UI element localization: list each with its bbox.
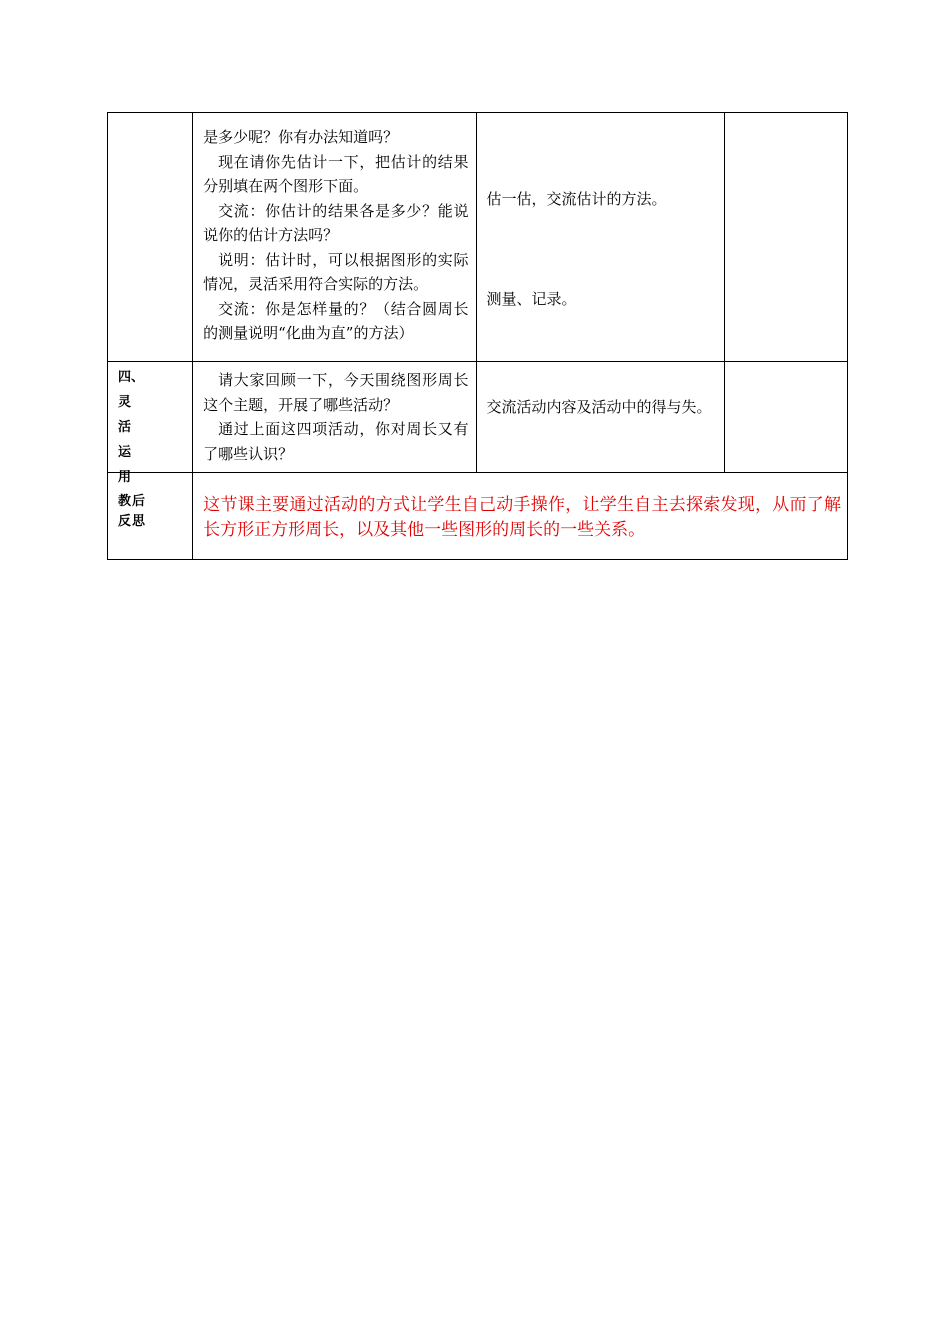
teacher-text: 说明：估计时，可以根据图形的实际情况，灵活采用符合实际的方法。 — [203, 250, 469, 293]
notes-cell-empty — [724, 113, 847, 362]
lesson-plan-table — [107, 112, 848, 560]
teacher-activity-cell — [193, 362, 477, 473]
teacher-text: 交流：你估计的结果各是多少？能说说你的估计方法吗？ — [203, 201, 469, 244]
student-text: 交流活动内容及活动中的得与失。 — [486, 398, 712, 416]
student-text: 估一估，交流估计的方法。 — [486, 190, 667, 208]
table-row — [108, 473, 848, 560]
reflection-text-cell — [193, 473, 848, 560]
reflection-label-line: 教后 — [118, 494, 147, 509]
teacher-text: 交流：你是怎样量的？（结合圆周长的测量说明“化曲为直”的方法） — [203, 299, 469, 342]
stage-label-char: 用 — [118, 470, 132, 485]
student-activity-cell — [477, 113, 724, 362]
stage-label-char: 四、 — [118, 370, 145, 385]
notes-cell-empty — [724, 362, 847, 473]
stage-cell-empty — [108, 113, 193, 362]
stage-label-char: 运 — [118, 445, 132, 460]
student-text: 测量、记录。 — [486, 289, 577, 308]
teacher-text: 通过上面这四项活动，你对周长又有了哪些认识？ — [203, 420, 469, 463]
teacher-text: 请大家回顾一下，今天围绕图形周长这个主题，开展了哪些活动？ — [203, 371, 469, 414]
stage-cell — [108, 362, 193, 485]
reflection-text: 这节课主要通过活动的方式让学生自己动手操作，让学生自主去探索发现，从而了解长方形正方形周长，以及其他一些图形的周长的一些关系。 — [203, 495, 841, 540]
teacher-activity-cell — [193, 113, 477, 362]
stage-label — [108, 362, 192, 485]
stage-label-char: 灵 — [118, 395, 132, 410]
table-row — [108, 362, 848, 473]
teacher-text: 是多少呢？你有办法知道吗？ — [203, 128, 399, 146]
stage-label-char: 活 — [118, 420, 132, 435]
student-activity-cell — [477, 362, 724, 473]
teacher-text: 现在请你先估计一下，把估计的结果分别填在两个图形下面。 — [203, 152, 469, 195]
table-row — [108, 113, 848, 362]
reflection-label-line: 反思 — [118, 514, 147, 529]
